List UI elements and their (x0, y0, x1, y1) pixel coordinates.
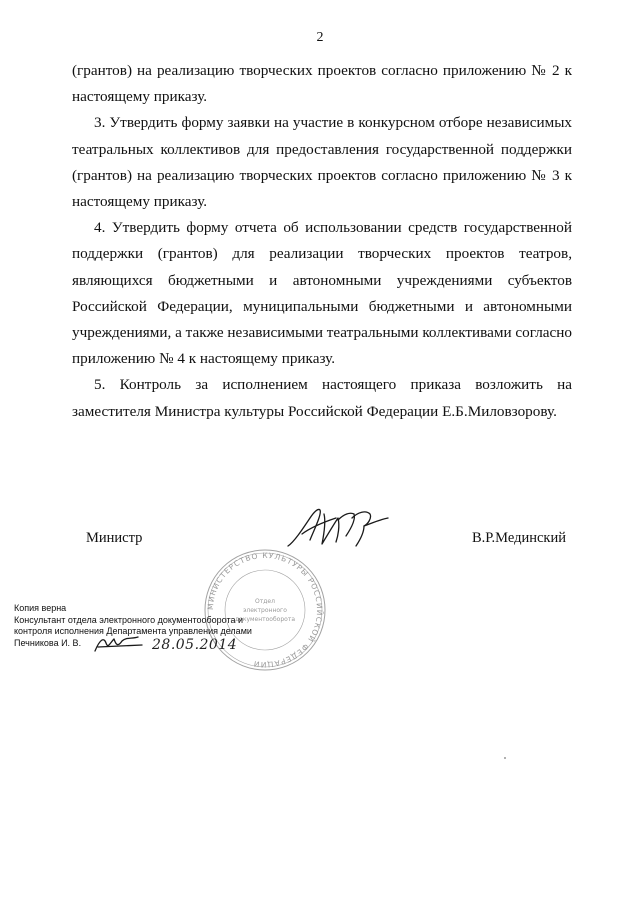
svg-text:электронного: электронного (243, 607, 287, 614)
page-number: 2 (316, 30, 324, 45)
svg-text:документооборота: документооборота (235, 616, 295, 623)
paragraph-item-3: 3. Утвердить форму заявки на участие в конкурсном отборе независимых театральных коллективов для предоставления государственной поддержки (грантов) на реализацию творческих проектов согласно приложению № 3 к настоящему приказу. (72, 114, 572, 211)
copy-true-label: Копия верна (14, 603, 67, 613)
svg-text:МИНИСТЕРСТВО КУЛЬТУРЫ РОССИЙСК: МИНИСТЕРСТВО КУЛЬТУРЫ РОССИЙСКОЙ ФЕДЕРАЦИИ (205, 550, 325, 670)
certification-date: 28.05.2014 (152, 637, 238, 653)
scan-speck (504, 757, 506, 759)
initials-signature-image (92, 633, 147, 655)
paragraph-item-4: 4. Утвердить форму отчета об использовании средств государственной поддержки (грантов) для реализации творческих проектов театров, являющихся бюджетными и автономными учреждениями субъектов Российской Федерации, муниципальными бюджетными и автономными учреждениями, а также независимыми театральными коллективами согласно приложению № 4 к настоящему приказу. (72, 219, 572, 368)
paragraph-item-5: 5. Контроль за исполнением настоящего приказа возложить на заместителя Министра культуры Российской Федерации Е.Б.Миловзорову. (72, 376, 572, 420)
document-body (72, 58, 572, 425)
certifier-department-line1: Консультант отдела электронного документооборота и (14, 614, 243, 625)
certifier-name: Печникова И. В. (14, 637, 82, 648)
signatory-name: В.Р.Мединский (471, 530, 566, 546)
certifier-department-line2: контроля исполнения Департамента управления делами (14, 626, 252, 636)
svg-text:Отдел: Отдел (255, 598, 275, 605)
paragraph-grants-appendix-2: (грантов) на реализацию творческих проектов согласно приложению № 2 к настоящему приказу. (72, 62, 572, 106)
signatory-position: Министр (86, 530, 143, 546)
